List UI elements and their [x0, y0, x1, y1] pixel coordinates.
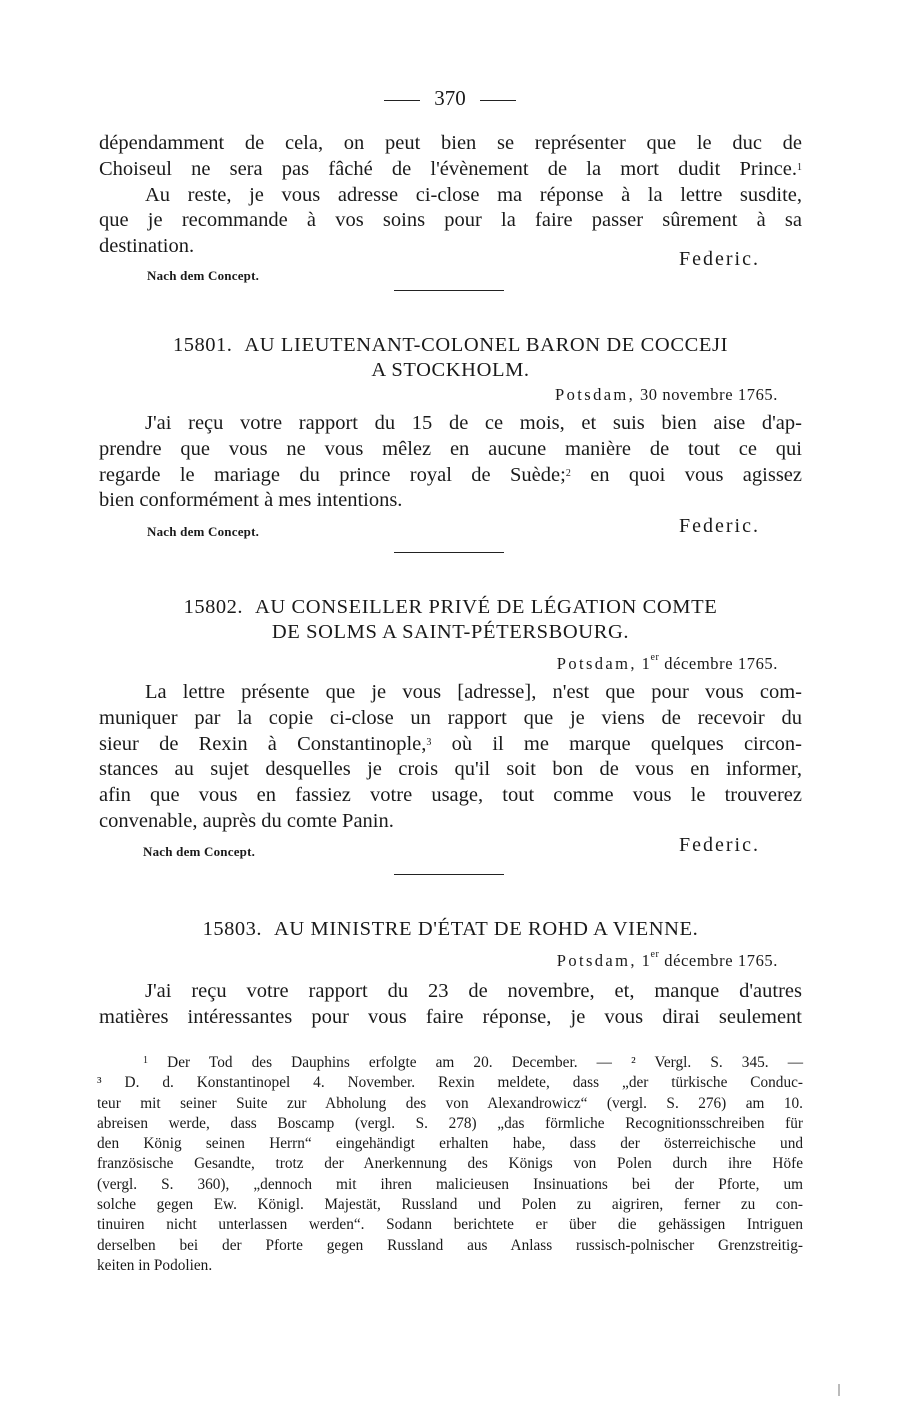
letter-15803-date-day: 1: [641, 951, 651, 970]
footnote-line-4: abreisen werde, dass Boscamp (vergl. S. 278) „das förmliche Recognitionsschreiben für: [97, 1114, 803, 1132]
letter-15803-number: 15803.: [202, 918, 263, 940]
page-number-dash-right: [480, 100, 516, 101]
letter-15801-heading-line-1: [99, 333, 802, 358]
letter-15802-source: Nach dem Concept.: [143, 844, 256, 859]
letter-15803-date-sup: er: [650, 949, 660, 960]
letter-15803-heading: [99, 917, 802, 942]
footnote-line-5: den König seinen Herrn“ eingehändigt erhalten habe, dass der österreichische und: [97, 1135, 803, 1153]
letter-15802-place: Potsdam,: [556, 654, 637, 673]
letter-15802-date-sup: er: [650, 652, 660, 663]
letter-15801-line-4: bien conformément à mes intentions.: [99, 489, 403, 512]
page-number-dash-left: [384, 100, 420, 101]
footnote-1-marker: 1: [143, 1055, 148, 1066]
letter-15802-line-3-b: où il me marque quelques circon-: [451, 732, 803, 755]
letter-15801-date: [555, 385, 778, 405]
letter-15803-line-2: matières intéressantes pour vous faire réponse, je vous dirai seulement: [99, 1005, 802, 1028]
footnote-line-1: [97, 1053, 803, 1073]
letter-15801-line-3-b: en quoi vous agissez: [590, 463, 803, 486]
letter-15801-recipient: AU LIEUTENANT-COLONEL BARON DE COCCEJI: [244, 334, 728, 356]
letter-15802-number: 15802.: [183, 596, 243, 618]
letter-15803-line-1: J'ai reçu votre rapport du 23 de novembre, et, manque d'autres: [145, 980, 802, 1002]
intro-line-2-text: Choiseul ne sera pas fâché de l'évènement de la mort dudit Prince.: [99, 157, 797, 180]
letter-15801-place: Potsdam,: [555, 385, 636, 404]
separator-rule: [394, 552, 504, 553]
intro-line-3: Au reste, je vous adresse ci-close ma réponse à la lettre susdite,: [145, 183, 802, 206]
letter-15802-line-3: [99, 732, 802, 758]
letter-15801-number: 15801.: [172, 334, 233, 356]
footnote-line-6: französische Gesandte, trotz der Anerkennung des Königs von Polen durch ihre Höfe: [97, 1155, 803, 1173]
letter-15803-recipient: AU MINISTRE D'ÉTAT DE ROHD A VIENNE.: [274, 918, 699, 940]
letter-15802-line-4: stances au sujet desquelles je crois qu'il soit bon de vous en informer,: [99, 758, 802, 781]
footnote-ref-2: 2: [565, 467, 571, 479]
footnote-ref-3: 3: [426, 736, 432, 748]
letter-15802-signature: Federic.: [679, 834, 760, 856]
intro-signature: Federic.: [679, 248, 760, 270]
letter-15801-line-3-a: regarde le mariage du prince royal de Suède;: [99, 463, 566, 486]
footnotes: [97, 1053, 803, 1276]
footnote-line-11: keiten in Podolien.: [97, 1256, 213, 1274]
letter-15801-heading: [99, 333, 802, 383]
letter-15801-source: Nach dem Concept.: [147, 524, 260, 539]
letter-15801-signature: Federic.: [679, 515, 760, 537]
intro-line-5: destination.: [99, 235, 195, 258]
letter-15802-line-6: convenable, auprès du comte Panin.: [99, 809, 394, 832]
footnote-line-8: solche gegen Ew. Königl. Majestät, Russland und Polen zu aigriren, ferner zu con-: [97, 1196, 803, 1214]
scan-edge-mark: [838, 1384, 840, 1396]
separator-rule: [394, 874, 504, 875]
letter-15801-heading-line-2: A STOCKHOLM.: [371, 359, 530, 381]
page-number: [0, 86, 900, 111]
letter-15802-line-1: La lettre présente que je vous [adresse], n'est que pour vous com-: [145, 681, 802, 703]
letter-15802-line-5: afin que vous en fassiez votre usage, tout comme vous le trouverez: [99, 784, 802, 807]
letter-15801-body: [99, 411, 802, 514]
footnote-line-10: derselben bei der Pforte gegen Russland aus Anlass russisch-polnischer Grenzstreitig-: [97, 1236, 803, 1254]
letter-15802-recipient: AU CONSEILLER PRIVÉ DE LÉGATION COMTE: [255, 596, 718, 618]
letter-15802-heading-line-2: DE SOLMS A SAINT-PÉTERSBOURG.: [271, 621, 630, 643]
letter-15801-date-text: 30 novembre 1765.: [639, 385, 778, 404]
letter-15803-place: Potsdam,: [556, 951, 637, 970]
intro-line-4: que je recommande à vos soins pour la faire passer sûrement à sa: [99, 209, 802, 232]
letter-15802-heading-line-1: [99, 595, 802, 620]
letter-15803-body: [99, 979, 802, 1031]
intro-line-2: [99, 157, 802, 183]
letter-15803-heading-line-1: [99, 917, 802, 942]
letter-15803-date-text: décembre 1765.: [664, 951, 778, 970]
separator-rule: [394, 290, 504, 291]
letter-15802-line-2: muniquer par la copie ci-close un rapport que je viens de recevoir du: [99, 706, 802, 729]
intro-paragraph: [99, 131, 802, 260]
letter-15802-date-text: décembre 1765.: [664, 654, 778, 673]
footnote-line-2: ³ D. d. Konstantinopel 4. November. Rexin meldete, dass „der türkische Conduc-: [97, 1074, 803, 1092]
letter-15802-heading: [99, 595, 802, 645]
letter-15801-line-2: prendre que vous ne vous mêlez en aucune manière de tout ce qui: [99, 437, 802, 460]
footnote-line-9: tinuiren nicht unterlassen werden“. Sodann berichtete er über die gehässigen Intriguen: [97, 1216, 803, 1234]
letter-15802-body: [99, 680, 802, 835]
letter-15801-line-1: J'ai reçu votre rapport du 15 de ce mois, et suis bien aise d'ap-: [145, 412, 802, 434]
page-number-text: 370: [434, 86, 466, 110]
letter-15801-line-3: [99, 463, 802, 489]
footnote-line-1-text: Der Tod des Dauphins erfolgte am 20. December. — ² Vergl. S. 345. —: [167, 1054, 803, 1071]
letter-15802-line-3-a: sieur de Rexin à Constantinople,: [99, 732, 427, 755]
letter-15802-date-day: 1: [641, 654, 651, 673]
letter-15802-date: [557, 654, 778, 674]
footnote-ref-1: 1: [797, 161, 802, 173]
intro-source: Nach dem Concept.: [147, 268, 260, 283]
letter-15803-date: [557, 951, 778, 971]
footnote-line-3: teur mit seiner Suite zur Abholung des von Alexandrowicz“ (vergl. S. 276) am 10.: [97, 1094, 803, 1112]
intro-line-1: dépendamment de cela, on peut bien se représenter que le duc de: [99, 132, 802, 154]
footnote-line-7: (vergl. S. 360), „dennoch mit ihren malicieusen Insinuations bei der Pforte, um: [97, 1175, 803, 1193]
